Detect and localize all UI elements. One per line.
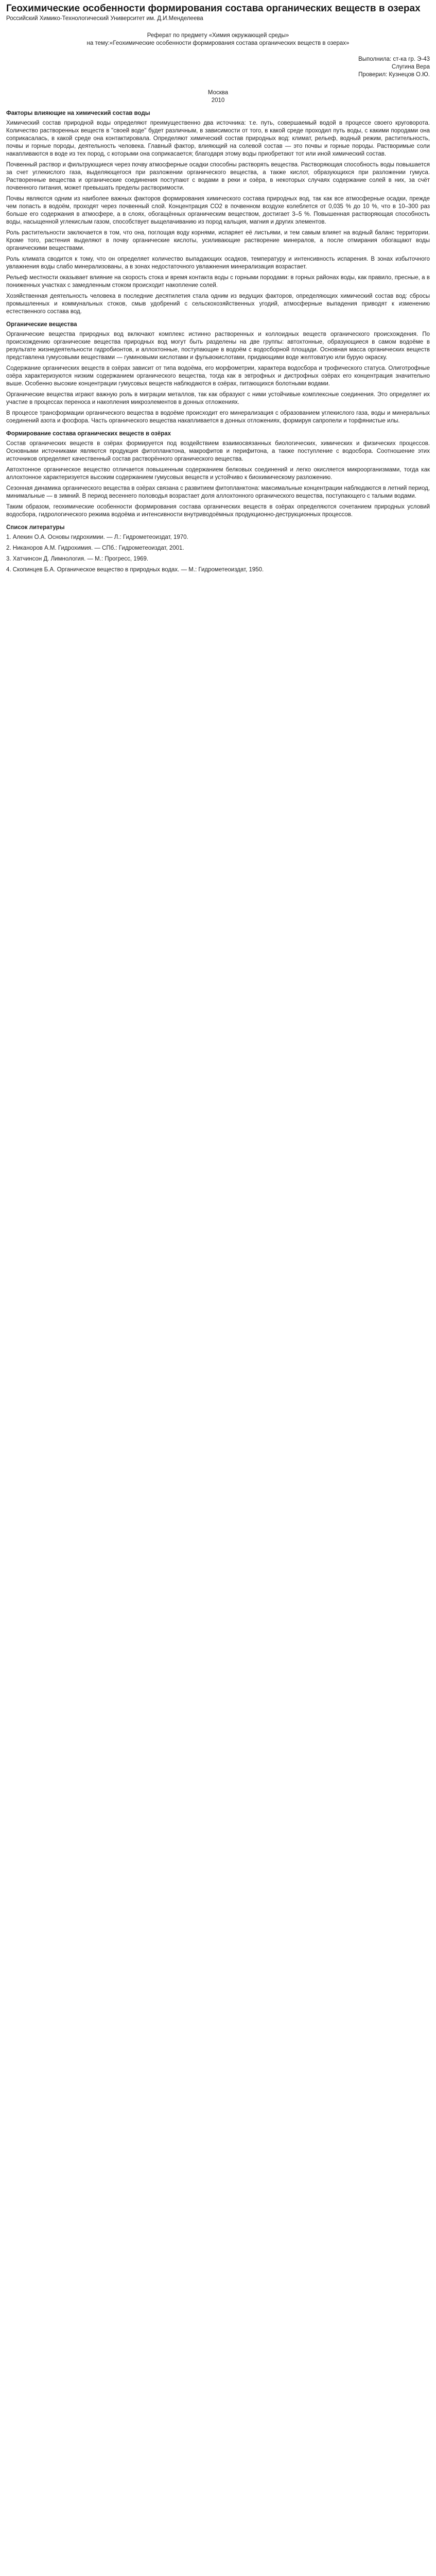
section-heading: Факторы влияющие на химический состав воды [6, 110, 150, 116]
section-heading: Органические вещества [6, 321, 77, 328]
document-body [6, 110, 430, 574]
section [6, 524, 430, 574]
paragraph: 3. Хатчинсон Д. Лимнология. — М.: Прогресс, 1969. [6, 556, 149, 562]
paragraph: Таким образом, геохимические особенности формирования состава органических веществ в озёрах определяются сочетанием природных условий водосбора, гидрологического режима водоёма и интенсивности внутриводоёмных продукционно-деструкционных процессов. [6, 504, 430, 518]
paragraph: Органические вещества играют важную роль в миграции металлов, так как образуют с ними устойчивые комплексные соединения. Это определяет их участие в процессах переноса и накопления микроэлементов в донных отложениях. [6, 392, 430, 405]
abstract-heading: Реферат по предмету «Химия окружающей среды» [147, 32, 289, 39]
paragraph: Почвы являются одним из наиболее важных факторов формирования химического состава природных вод, так как все атмосферные осадки, прежде чем попасть в водоём, проходят через почвенный слой. Концентрация СО2 в почвенном воздухе колеблется от 0,035 % до 10 %, что в 10–300 раз больше его содержания в атмосфере, а в слоях, обогащённых органическим веществом, достигает 3–5 %. Повышенная растворяющая способность воды, насыщенной углекислым газом, способствует выщелачиванию из пород кальция, магния и других элементов. [6, 196, 430, 225]
student-name: Слугина Вера [391, 64, 430, 70]
paragraph: Состав органических веществ в озёрах формируется под воздействием взаимосвязанных биологических, химических и физических процессов. Основными источниками являются продукция фитопланктона, макрофитов и перифитона, а также поступление с водосбора. Соотношение этих источников определяет качественный состав растворённого органического вещества. [6, 440, 430, 462]
paragraph: 4. Скопинцев Б.А. Органическое вещество в природных водах. — М.: Гидрометеоиздат, 1950. [6, 567, 264, 573]
paragraph: 2. Никаноров А.М. Гидрохимия. — СПб.: Гидрометеоиздат, 2001. [6, 545, 184, 551]
paragraph: Автохтонное органическое вещество отличается повышенным содержанием белковых соединений и легко окисляется микроорганизмами, тогда как аллохтонное характеризуется высоким содержанием гумусовых веществ и устойчиво к биохимическому разложению. [6, 467, 430, 481]
city: Москва [207, 90, 229, 96]
paragraph: 1. Алекин О.А. Основы гидрохимии. — Л.: Гидрометеоиздат, 1970. [6, 534, 188, 540]
paragraph: Почвенный раствор и фильтрующиеся через почву атмосферные осадки способны растворять вещества. Растворяющая способность воды повышается за счет углекислого газа, выделяющегося при разложении органического вещества, а также кислот, образующихся при разложении гумуса. Растворенные вещества и органические соединения поступают с водами в реки и озёра, в некоторых случаях содержание солей в них, за счёт почвенного питания, может превышать пределы растворимости. [6, 162, 430, 191]
year: 2010 [211, 97, 225, 104]
page-bottom-space [6, 577, 430, 598]
paragraph: Роль климата сводится к тому, что он определяет количество выпадающих осадков, температуру и интенсивность испарения. В зонах избыточного увлажнения воды слабо минерализованы, а в зонах недостаточного увлажнения минерализация возрастает. [6, 256, 430, 270]
checked-by: Проверил: Кузнецов О.Ю. [358, 72, 430, 78]
paragraph: В процессе трансформации органического вещества в водоёме происходит его минерализация с образованием углекислого газа, воды и минеральных соединений азота и фосфора. Часть органического вещества накапливается в донных отложениях, формируя сапропели и торфянистые илы. [6, 410, 430, 424]
abstract-topic: на тему:«Геохимические особенности формирования состава органических веществ в озерах» [86, 40, 350, 46]
section [6, 430, 430, 519]
performed-by: Выполнила: ст-ка гр. Э-43 [358, 56, 430, 62]
document-title: Геохимические особенности формирования состава органических веществ в озерах [6, 3, 421, 14]
section-heading: Формирование состава органических веществ в озёрах [6, 431, 171, 437]
section [6, 321, 430, 425]
section-heading: Список литературы [6, 524, 65, 531]
author-block [6, 56, 430, 79]
paragraph: Химический состав природной воды определяют преимущественно два источника: т.е. путь, совершаемый водой в процессе своего круговорота. Количество растворенных веществ в "своей воде" будет различным, в зависимости от того, в какой среде проходил путь воды, с какими породами она соприкасалась, в какой среде она контактировала. Определяют химический состав природных вод: климат, рельеф, водный режим, растительность, почвы и горные породы, деятельность человека. Главный фактор, влияющий на солевой состав — это почвы и горные породы. Растворимые соли накапливаются в воде из тех пород, с которыми она соприкасается; благодаря этому воды приобретают тот или иной химический состав. [6, 120, 430, 157]
paragraph: Содержание органических веществ в озёрах зависит от типа водоёма, его морфометрии, характера водосбора и трофического статуса. Олиготрофные озёра характеризуются низким содержанием органического вещества, тогда как в эвтрофных и дистрофных озёрах его концентрация значительно выше. Особенно высокие концентрации гумусовых веществ наблюдаются в озёрах, питающихся болотными водами. [6, 365, 430, 387]
paragraph: Органические вещества природных вод включают комплекс истинно растворенных и коллоидных веществ органического происхождения. По происхождению органические вещества природных вод могут быть разделены на две группы: автохтонные, образующиеся в самом водоёме в результате жизнедеятельности гидробионтов, и аллохтонные, поступающие в водоём с водосборной площади. Основная масса органических веществ представлена гумусовыми веществами — гуминовыми кислотами и фульвокислотами, придающими воде желтоватую или бурую окраску. [6, 331, 430, 361]
university-name: Российский Химико-Технологический Университет им. Д.И.Менделеева [6, 15, 203, 22]
paragraph: Рельеф местности оказывает влияние на скорость стока и время контакта воды с горными породами: в горных районах воды, как правило, пресные, а в пониженных участках с замедленным стоком происходит накопление солей. [6, 275, 430, 289]
paragraph: Сезонная динамика органического вещества в озёрах связана с развитием фитопланктона: максимальные концентрации наблюдаются в летний период, минимальные — в зимний. В период весеннего половодья возрастает доля аллохтонного органического вещества, поступающего с талыми водами. [6, 485, 430, 499]
paragraph: Роль растительности заключается в том, что она, поглощая воду корнями, испаряет её листьями, и тем самым влияет на водный баланс территории. Кроме того, растения выделяют в почву органические кислоты, усиливающие растворение минералов, а после отмирания обогащают воды органическими веществами. [6, 230, 430, 251]
paragraph: Хозяйственная деятельность человека в последние десятилетия стала одним из ведущих факторов, определяющих химический состав вод: сбросы промышленных и коммунальных стоков, смыв удобрений с сельскохозяйственных угодий, атмосферные выпадения приводят к изменению естественного состава вод. [6, 293, 430, 315]
section [6, 110, 430, 316]
